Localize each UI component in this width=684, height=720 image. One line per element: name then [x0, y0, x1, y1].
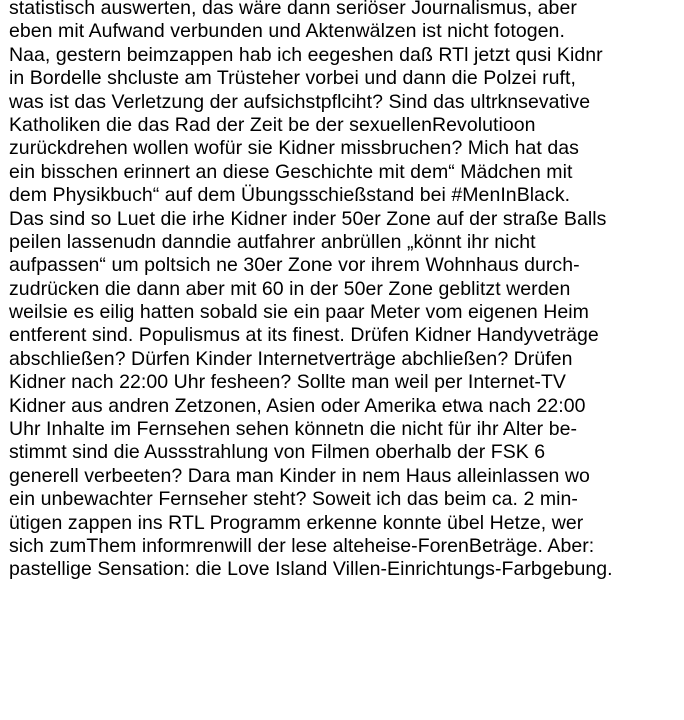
text-line: peilen lassenudn danndie autfahrer anbrüllen „könnt ihr nicht	[9, 230, 536, 253]
text-line: ein bisschen erinnert an diese Geschichte mit dem“ Mädchen mit	[9, 160, 573, 183]
text-line: Uhr Inhalte im Fernsehen sehen könnetn die nicht für ihr Alter be-	[9, 418, 578, 441]
text-line: stimmt sind die Aussstrahlung von Filmen oberhalb der FSK 6	[9, 441, 546, 464]
text-line: eben mit Aufwand verbunden und Aktenwälzen ist nicht fotogen.	[9, 20, 565, 43]
body-text	[9, 0, 683, 582]
text-line: Kidner aus andren Zetzonen, Asien oder Amerika etwa nach 22:00	[9, 394, 586, 417]
text-line: sich zumThem informrenwill der lese alteheise-ForenBeträge. Aber:	[9, 534, 595, 557]
text-line: ütigen zappen ins RTL Programm erkenne konnte übel Hetze, wer	[9, 511, 584, 534]
text-line: zudrücken die dann aber mit 60 in der 50er Zone geblitzt werden	[9, 277, 571, 300]
text-line: Das sind so Luet die irhe Kidner inder 50er Zone auf der straße Balls	[9, 207, 607, 230]
text-line: Kidner nach 22:00 Uhr fesheen? Sollte man weil per Internet-TV	[9, 371, 566, 394]
text-line: dem Physikbuch“ auf dem Übungsschießstand bei #MenInBlack.	[9, 184, 571, 207]
text-line: generell verbeeten? Dara man Kinder in nem Haus alleinlassen wo	[9, 464, 590, 487]
text-line: zurückdrehen wollen wofür sie Kidner missbruchen? Mich hat das	[9, 137, 579, 160]
text-line: weilsie es eilig hatten sobald sie ein paar Meter vom eigenen Heim	[9, 301, 589, 324]
text-line: pastellige Sensation: die Love Island Villen-Einrichtungs-Farbgebung.	[9, 558, 613, 581]
text-line: aufpassen“ um poltsich ne 30er Zone vor ihrem Wohnhaus durch-	[9, 254, 580, 277]
text-line: entferent sind. Populismus at its finest. Drüfen Kidner Handyveträge	[9, 324, 599, 347]
text-line: Naa, gestern beimzappen hab ich eegeshen daß RTl jetzt qusi Kidnr	[9, 43, 603, 66]
text-line: abschließen? Dürfen Kinder Internetverträge abchließen? Drüfen	[9, 347, 573, 370]
text-line: ein unbewachter Fernseher steht? Soweit ich das beim ca. 2 min-	[9, 488, 578, 511]
text-line: in Bordelle shcluste am Trüsteher vorbei und dann die Polzei ruft,	[9, 67, 576, 90]
text-line: Katholiken die das Rad der Zeit be der sexuellenRevolutioon	[9, 113, 536, 136]
text-line: statistisch auswerten, das wäre dann seriöser Journalismus, aber	[9, 0, 577, 19]
text-line: was ist das Verletzung der aufsichstpflciht? Sind das ultrknsevative	[9, 90, 591, 113]
